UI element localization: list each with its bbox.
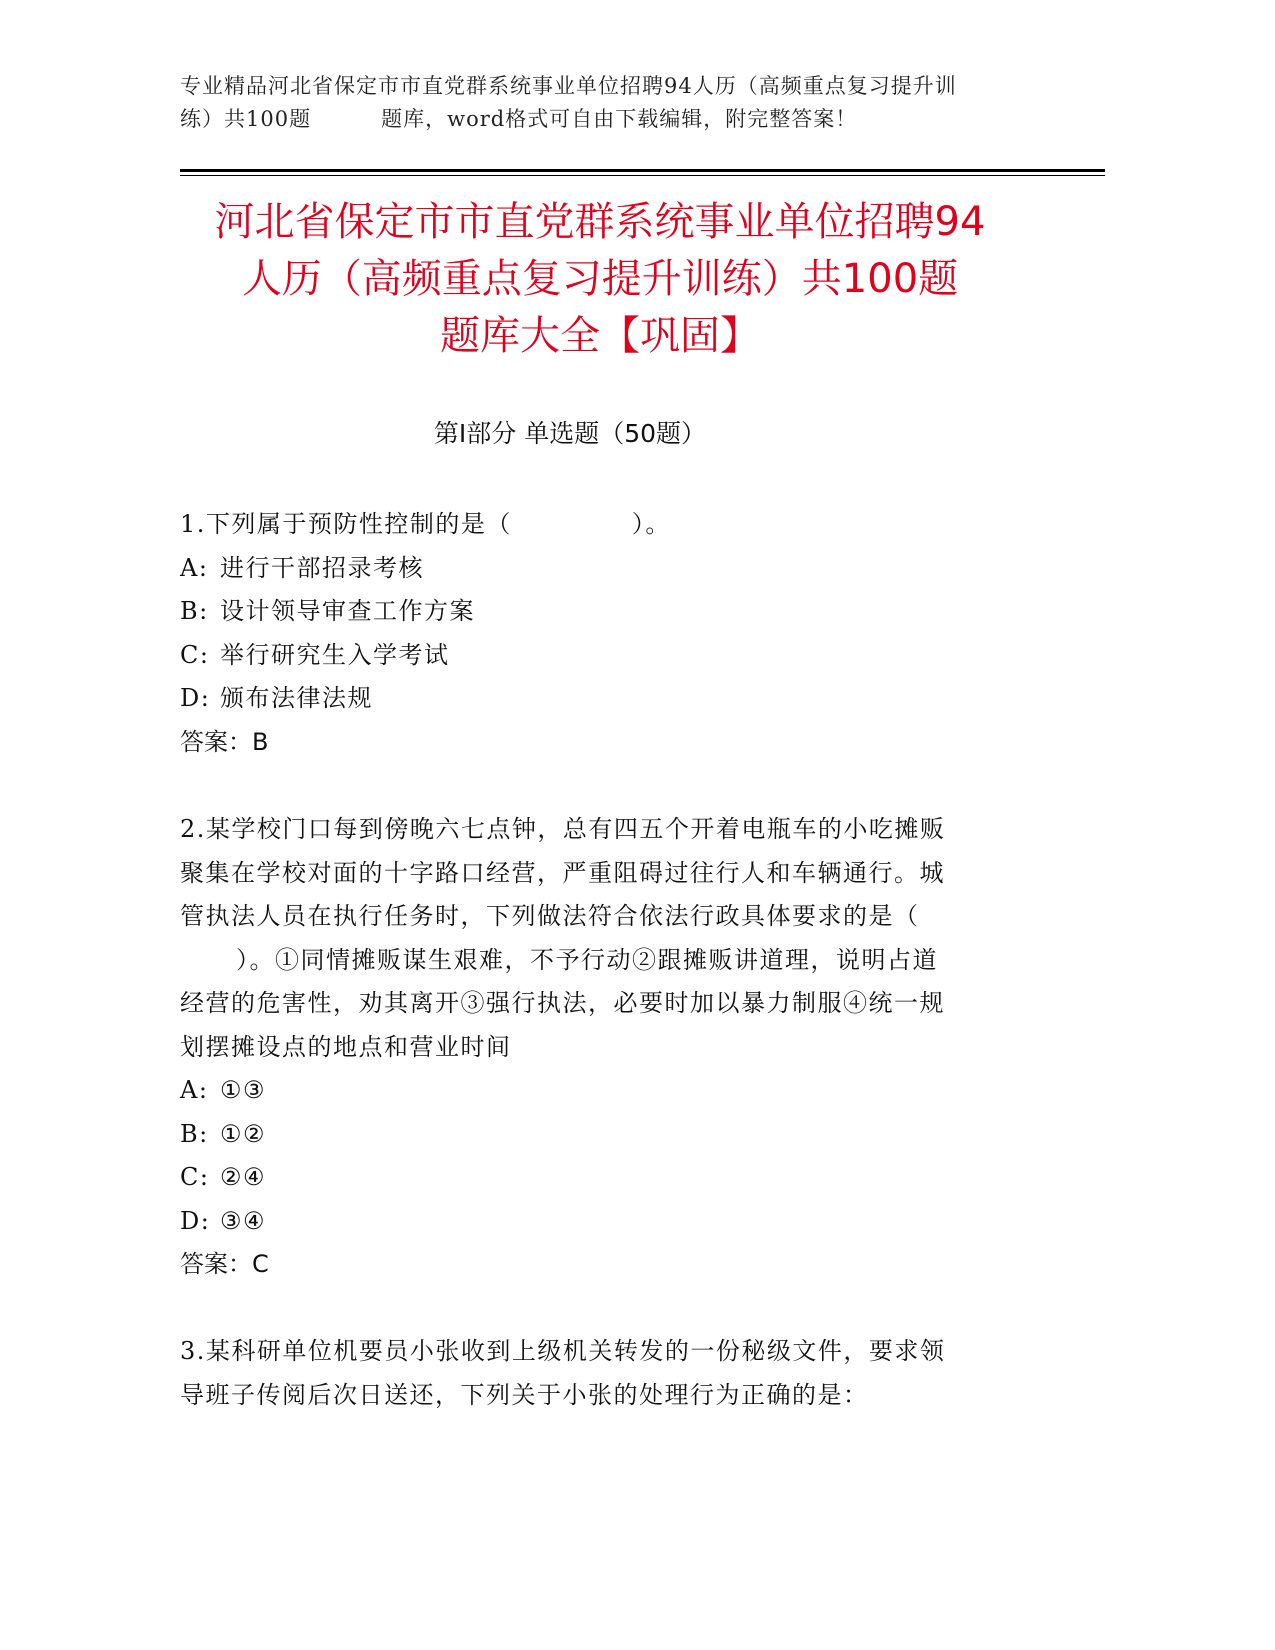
question-1-option-c: C: 举行研究生入学考试 (180, 640, 450, 669)
question-2-option-b: B: ①② (180, 1119, 267, 1148)
question-2-option-c: C: ②④ (180, 1163, 267, 1191)
title-line-2: 人历（高频重点复习提升训练）共100题 (241, 256, 959, 302)
header-line-2-part-a: 练）共100题 (180, 107, 312, 131)
question-2-stem-line-6: 划摆摊设点的地点和营业时间 (180, 1032, 512, 1061)
document-title (170, 194, 1030, 365)
question-1 (180, 503, 1015, 764)
question-2-answer: 答案：C (180, 1250, 269, 1278)
question-3-stem-line-2: 导班子传阅后次日送还，下列关于小张的处理行为正确的是： (180, 1380, 869, 1409)
question-1-option-d: D: 颁布法律法规 (180, 684, 373, 712)
header-line-2-part-b: 题库，word格式可自由下载编辑，附完整答案！ (381, 107, 858, 131)
question-3 (180, 1330, 1015, 1417)
question-2 (180, 808, 1015, 1287)
question-2-stem-line-4: ）。①同情摊贩谋生艰难，不予行动②跟摊贩讲道理，说明占道 (236, 945, 938, 974)
header-rule-thin (180, 175, 1105, 176)
section-title: 第Ⅰ部分 单选题（50题） (433, 419, 707, 448)
header-line-2 (180, 103, 1040, 136)
question-2-option-a: A: ①③ (180, 1076, 267, 1104)
question-1-stem-end: ）。 (631, 510, 671, 538)
question-1-option-b: B: 设计领导审查工作方案 (180, 597, 475, 625)
header-rule-thick (180, 169, 1105, 172)
title-line-3: 题库大全【巩固】 (440, 313, 760, 359)
question-2-option-d: D: ③④ (180, 1206, 267, 1235)
question-2-stem-line-1: 2.某学校门口每到傍晚六七点钟，总有四五个开着电瓶车的小吃摊贩 (180, 815, 946, 843)
question-2-stem-line-5: 经营的危害性，劝其离开③强行执法，必要时加以暴力制服④统一规 (180, 989, 945, 1017)
header-line-1: 专业精品河北省保定市市直党群系统事业单位招聘94人历（高频重点复习提升训 (180, 74, 957, 98)
question-2-stem-line-2: 聚集在学校对面的十字路口经营，严重阻碍过往行人和车辆通行。城 (180, 858, 945, 887)
title-line-1: 河北省保定市市直党群系统事业单位招聘94 (214, 199, 986, 245)
question-1-answer: 答案：B (180, 727, 269, 756)
header-note (180, 70, 1040, 136)
question-1-option-a: A: 进行干部招录考核 (180, 553, 424, 582)
question-1-stem (180, 503, 1015, 547)
question-3-stem-line-1: 3.某科研单位机要员小张收到上级机关转发的一份秘级文件，要求领 (180, 1337, 946, 1365)
question-2-stem-line-3: 管执法人员在执行任务时，下列做法符合依法行政具体要求的是（ (180, 902, 920, 930)
question-1-stem-start: 1.下列属于预防性控制的是（ (180, 510, 512, 538)
